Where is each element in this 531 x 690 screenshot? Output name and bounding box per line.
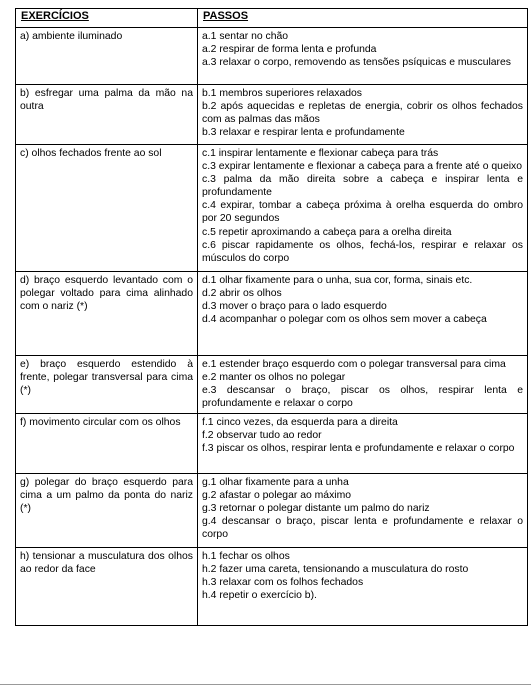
step-item: c.6 piscar rapidamente os olhos, fechá-los, respirar e relaxar os músculos do corpo <box>202 239 523 264</box>
step-item: d.3 mover o braço para o lado esquerdo <box>202 301 387 313</box>
steps-cell <box>198 85 528 145</box>
table-row <box>16 414 528 474</box>
step-item: f.1 cinco vezes, da esquerda para a direita <box>202 417 398 428</box>
steps-cell <box>198 474 528 548</box>
steps-cell <box>198 548 528 626</box>
step-item: h.2 fazer uma careta, tensionando a musculatura do rosto <box>202 564 469 576</box>
step-item: d.4 acompanhar o polegar com os olhos sem mover a cabeça <box>202 314 487 326</box>
table-row <box>16 356 528 414</box>
step-item: h.3 relaxar com os folhos fechados <box>202 577 364 589</box>
exercise-cell: e) braço esquerdo estendido à frente, polegar transversal para cima (*) <box>16 356 198 414</box>
step-item: f.2 observar tudo ao redor <box>202 430 322 442</box>
exercise-cell: c) olhos fechados frente ao sol <box>16 145 198 272</box>
step-item: b.1 membros superiores relaxados <box>202 88 362 99</box>
steps-cell <box>198 145 528 272</box>
step-item: a.1 sentar no chão <box>202 31 289 42</box>
table-row <box>16 145 528 272</box>
header-steps: PASSOS <box>198 9 528 28</box>
exercise-cell: a) ambiente iluminado <box>16 28 198 85</box>
step-item: g.4 descansar o braço, piscar lenta e profundamente e relaxar o corpo <box>202 516 523 541</box>
step-item: a.3 relaxar o corpo, removendo as tensões psíquicas e musculares <box>202 57 511 69</box>
step-item: d.1 olhar fixamente para o unha, sua cor, forma, sinais etc. <box>202 275 473 286</box>
exercise-cell: h) tensionar a musculatura dos olhos ao redor da face <box>16 548 198 626</box>
step-item: g.1 olhar fixamente para a unha <box>202 477 349 488</box>
table-row <box>16 85 528 145</box>
exercise-cell: g) polegar do braço esquerdo para cima a um palmo da ponta do nariz (*) <box>16 474 198 548</box>
step-item: c.3 expirar lentamente e flexionar a cabeça para a frente até o queixo <box>202 161 522 173</box>
step-item: a.2 respirar de forma lenta e profunda <box>202 44 377 56</box>
step-item: g.2 afastar o polegar ao máximo <box>202 490 352 502</box>
step-item: c.4 expirar, tombar a cabeça próxima à orelha esquerda do ombro por 20 segundos <box>202 200 523 225</box>
step-item: d.2 abrir os olhos <box>202 288 282 300</box>
steps-cell <box>198 356 528 414</box>
step-item: g.3 retornar o polegar distante um palmo do nariz <box>202 503 430 515</box>
table-row <box>16 474 528 548</box>
table-row <box>16 548 528 626</box>
step-item: c.1 inspirar lentamente e flexionar cabeça para trás <box>202 148 439 159</box>
page-bottom-divider <box>0 684 531 685</box>
exercise-cell: f) movimento circular com os olhos <box>16 414 198 474</box>
step-item: f.3 piscar os olhos, respirar lenta e profundamente e relaxar o corpo <box>202 443 515 455</box>
step-item: c.5 repetir aproximando a cabeça para a orelha direita <box>202 226 452 238</box>
steps-cell <box>198 28 528 85</box>
exercise-table <box>15 8 528 626</box>
steps-cell <box>198 414 528 474</box>
table-row <box>16 272 528 356</box>
table-header-row <box>16 9 528 28</box>
exercise-table-container <box>15 8 527 626</box>
step-item: e.2 manter os olhos no polegar <box>202 372 346 384</box>
step-item: b.3 relaxar e respirar lenta e profundamente <box>202 127 405 139</box>
step-item: c.3 palma da mão direita sobre a cabeça e inspirar lenta e profundamente <box>202 174 523 199</box>
step-item: h.1 fechar os olhos <box>202 551 290 562</box>
step-item: h.4 repetir o exercício b). <box>202 590 317 602</box>
header-exercises: EXERCÍCIOS <box>16 9 198 28</box>
step-item: b.2 após aquecidas e repletas de energia, cobrir os olhos fechados com as palmas das mãos <box>202 101 523 126</box>
step-item: e.1 estender braço esquerdo com o polegar transversal para cima <box>202 359 506 370</box>
steps-cell <box>198 272 528 356</box>
table-row <box>16 28 528 85</box>
exercise-cell: d) braço esquerdo levantado com o polegar voltado para cima alinhado com o nariz (*) <box>16 272 198 356</box>
step-item: e.3 descansar o braço, piscar os olhos, respirar lenta e profundamente e relaxar o corpo <box>202 385 523 410</box>
exercise-cell: b) esfregar uma palma da mão na outra <box>16 85 198 145</box>
table-body <box>16 28 528 626</box>
